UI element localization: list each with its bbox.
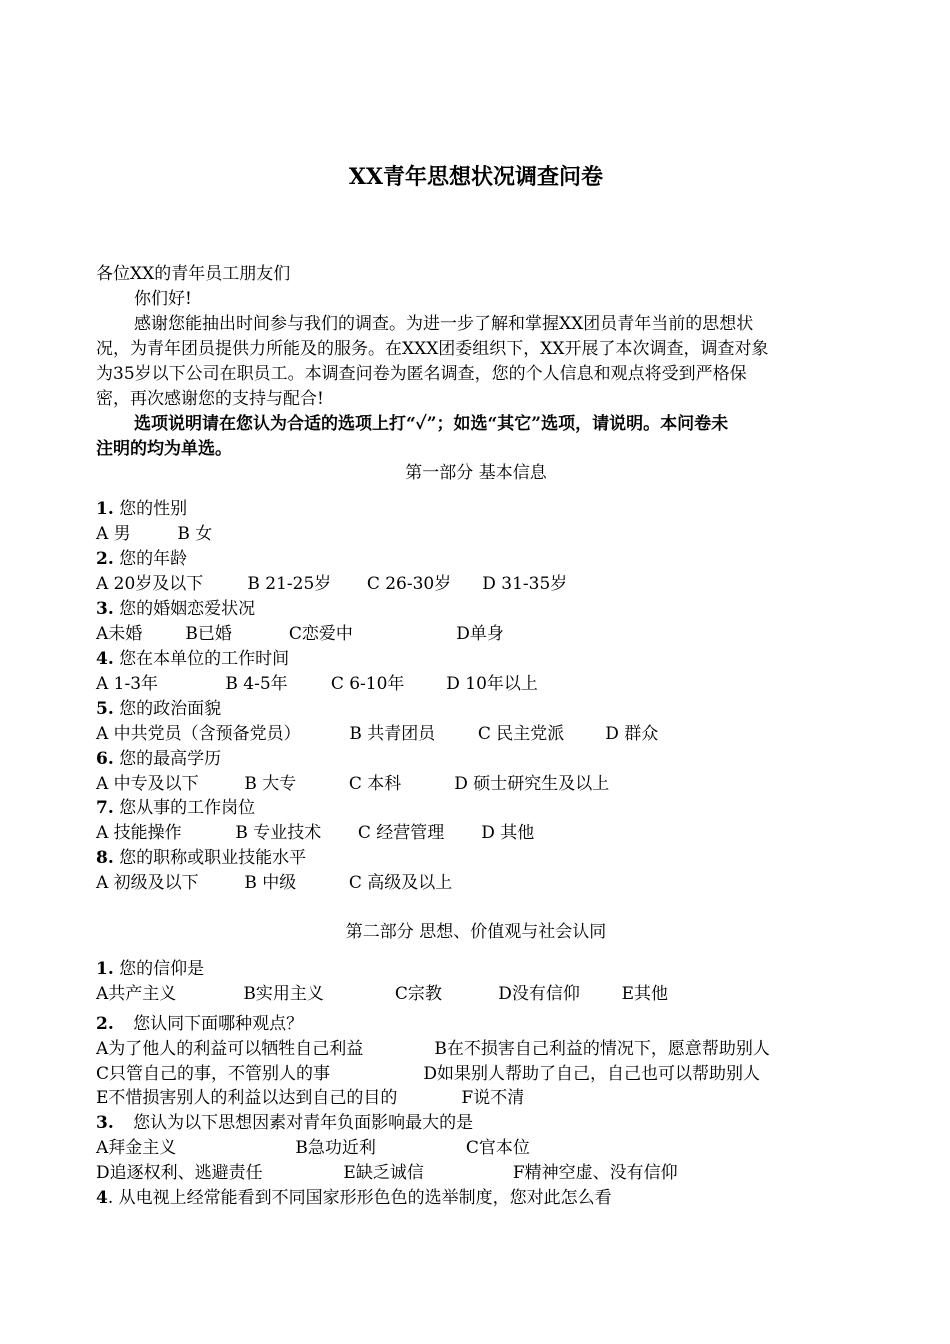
option[interactable]: A 中共党员（含预备党员） (96, 724, 301, 744)
option[interactable]: B 共青团员 (349, 724, 436, 744)
option[interactable]: E其他 (621, 984, 669, 1004)
question-text: 您的最高学历 (119, 749, 222, 769)
option[interactable]: D如果别人帮助了自己，自己也可以帮助别人 (423, 1064, 761, 1084)
question-1 (96, 497, 187, 522)
options-5 (96, 722, 658, 747)
instruction-line: 选项说明请在您认为合适的选项上打“✓”；如选“其它”选项，请说明。本问卷未 (134, 414, 729, 434)
question-6 (96, 747, 221, 772)
option[interactable]: F说不清 (461, 1088, 525, 1108)
part2-question-3 (96, 1111, 473, 1136)
option[interactable]: D 31-35岁 (482, 574, 568, 594)
option[interactable]: A未婚 (96, 624, 143, 644)
option[interactable]: A 技能操作 (96, 823, 182, 843)
page-title: XX青年思想状况调查问卷 (348, 164, 604, 190)
option[interactable]: B在不损害自己利益的情况下，愿意帮助别人 (434, 1039, 770, 1059)
option[interactable]: B 21-25岁 (247, 574, 332, 594)
option[interactable]: A 1-3年 (96, 674, 159, 694)
option[interactable]: C只管自己的事，不管别人的事 (96, 1064, 331, 1084)
instruction-line: 注明的均为单选。 (96, 439, 232, 459)
option[interactable]: A 男 (96, 524, 131, 544)
option[interactable]: C 6-10年 (330, 674, 405, 694)
question-text: 您的政治面貌 (119, 699, 222, 719)
part2-question-1 (96, 957, 204, 982)
option[interactable]: D 10年以上 (446, 674, 538, 694)
question-8 (96, 846, 306, 871)
options-4 (96, 672, 538, 697)
question-4 (96, 647, 289, 672)
option[interactable]: C 民主党派 (477, 724, 565, 744)
option[interactable]: B 女 (177, 524, 213, 544)
options-1 (96, 522, 212, 547)
question-text: 您的职称或职业技能水平 (119, 848, 307, 868)
question-text: 您认同下面哪种观点？ (133, 1014, 304, 1034)
part2-options-1 (96, 982, 668, 1007)
intro-line: 密，再次感谢您的支持与配合! (96, 389, 324, 409)
option[interactable]: D追逐权利、逃避责任 (96, 1163, 263, 1183)
question-text: 您的婚姻恋爱状况 (119, 599, 256, 619)
question-text: 您从事的工作岗位 (119, 798, 256, 818)
option[interactable]: A拜金主义 (96, 1138, 177, 1158)
option[interactable]: E不惜损害别人的利益以达到自己的目的 (96, 1088, 398, 1108)
option[interactable]: C 26-30岁 (366, 574, 452, 594)
greeting: 各位XX的青年员工朋友们 (96, 264, 291, 284)
question-number: 2. (96, 549, 114, 569)
question-number: 7. (96, 798, 114, 818)
option[interactable]: C 本科 (348, 774, 402, 794)
option[interactable]: B 大专 (244, 774, 297, 794)
intro-line: 况，为青年团员提供力所能及的服务。在XXX团委组织下，XX开展了本次调查，调查对象 (96, 339, 769, 359)
part2-options-2 (96, 1086, 524, 1111)
part2-options-3 (96, 1161, 678, 1186)
option[interactable]: C恋爱中 (288, 624, 353, 644)
options-2 (96, 572, 567, 597)
option[interactable]: F精神空虚、没有信仰 (512, 1163, 678, 1183)
option[interactable]: B 专业技术 (235, 823, 322, 843)
question-3 (96, 597, 255, 622)
question-text: 您认为以下思想因素对青年负面影响最大的是 (133, 1113, 474, 1133)
option[interactable]: D单身 (456, 624, 504, 644)
hello-line: 你们好! (134, 289, 192, 309)
options-6 (96, 772, 609, 797)
question-text: 您的年龄 (119, 549, 188, 569)
option[interactable]: D没有信仰 (498, 984, 580, 1004)
intro-line: 为35岁以下公司在职员工。本调查问卷为匿名调查，您的个人信息和观点将受到严格保 (96, 364, 747, 384)
part2-options-2 (96, 1062, 760, 1087)
question-number: 3. (96, 599, 114, 619)
option[interactable]: D 硕士研究生及以上 (454, 774, 610, 794)
option[interactable]: D 群众 (605, 724, 659, 744)
options-8 (96, 871, 452, 896)
part2-question-4 (96, 1186, 612, 1211)
option[interactable]: A 20岁及以下 (96, 574, 204, 594)
question-number: 3. (96, 1113, 114, 1133)
part1-heading: 第一部分 基本信息 (405, 463, 547, 483)
part2-question-2 (96, 1012, 303, 1037)
question-number: 6. (96, 749, 114, 769)
intro-line: 感谢您能抽出时间参与我们的调查。为进一步了解和掌握XX团员青年当前的思想状 (134, 314, 754, 334)
option[interactable]: B 中级 (244, 873, 297, 893)
option[interactable]: C官本位 (465, 1138, 530, 1158)
part2-heading: 第二部分 思想、价值观与社会认同 (345, 922, 607, 942)
options-7 (96, 821, 534, 846)
option[interactable]: E缺乏诚信 (343, 1163, 424, 1183)
question-number: 4 (96, 1188, 108, 1208)
option[interactable]: A 中专及以下 (96, 774, 199, 794)
question-2 (96, 547, 187, 572)
question-number: 8. (96, 848, 114, 868)
question-number: 1. (96, 499, 114, 519)
option[interactable]: C宗教 (394, 984, 442, 1004)
question-text: . 从电视上经常能看到不同国家形形色色的选举制度，您对此怎么看 (107, 1188, 612, 1208)
option[interactable]: A共产主义 (96, 984, 177, 1004)
option[interactable]: C 经营管理 (357, 823, 445, 843)
question-text: 您的性别 (119, 499, 188, 519)
part2-options-3 (96, 1136, 530, 1161)
option[interactable]: C 高级及以上 (348, 873, 453, 893)
question-text: 您在本单位的工作时间 (119, 649, 290, 669)
option[interactable]: B 4-5年 (225, 674, 288, 694)
part2-options-2 (96, 1037, 770, 1062)
option[interactable]: B实用主义 (243, 984, 324, 1004)
question-number: 4. (96, 649, 114, 669)
option[interactable]: B急功近利 (295, 1138, 376, 1158)
question-7 (96, 796, 255, 821)
option[interactable]: B已婚 (185, 624, 232, 644)
question-5 (96, 697, 221, 722)
option[interactable]: A为了他人的利益可以牺牲自己利益 (96, 1039, 364, 1059)
options-3 (96, 622, 504, 647)
option[interactable]: A 初级及以下 (96, 873, 199, 893)
option[interactable]: D 其他 (481, 823, 535, 843)
question-number: 1. (96, 959, 114, 979)
question-number: 2. (96, 1014, 114, 1034)
question-number: 5. (96, 699, 114, 719)
question-text: 您的信仰是 (119, 959, 205, 979)
